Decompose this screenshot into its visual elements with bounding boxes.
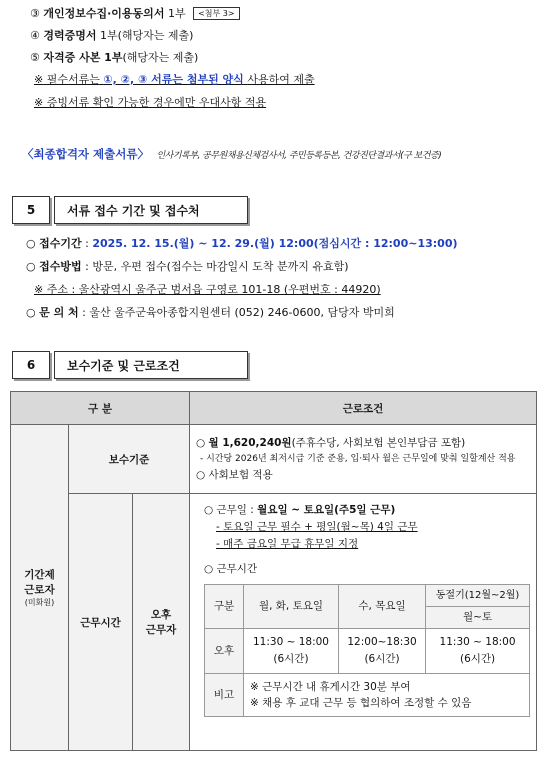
doc-item-3-num: ③ xyxy=(30,7,40,20)
inner-h-col2: 수, 목요일 xyxy=(338,585,425,629)
address-note: ※ 주소 : 울산광역시 울주군 범서읍 구영로 101-18 (우편번호 : 44920) xyxy=(34,283,381,296)
header-conditions: 근로조건 xyxy=(190,392,537,425)
doc-note-1 xyxy=(34,72,315,88)
worktime-table xyxy=(204,584,530,717)
inner-c1-time: 11:30 ~ 18:00 xyxy=(252,636,329,648)
contact-label: 문 의 처 xyxy=(39,306,79,319)
period-value: 2025. 12. 15.(월) ~ 12. 29.(월) 12:00(점심시간 : 12:00~13:00) xyxy=(92,237,458,250)
doc-item-3-label: 개인정보수집·이용동의서 xyxy=(43,7,165,20)
section-6-title: 보수기준 및 근로조건 xyxy=(54,351,248,379)
inner-row-label: 오후 xyxy=(205,629,244,674)
method-value: 방문, 우편 접수(접수는 마감일시 도착 분까지 유효함) xyxy=(92,260,349,273)
method-label: 접수방법 xyxy=(39,260,82,273)
inner-c1 xyxy=(244,629,339,674)
inner-c3-time: 11:30 ~ 18:00 xyxy=(439,636,516,648)
inner-c3 xyxy=(426,629,530,674)
doc-item-5-label: 자격증 사본 1부 xyxy=(43,51,123,64)
doc-item-4 xyxy=(30,28,193,44)
conditions-table xyxy=(10,391,537,751)
hours-cell xyxy=(190,494,537,751)
circle-bullet-icon: ○ xyxy=(204,563,214,575)
inner-c2-hours: (6시간) xyxy=(364,653,400,665)
doc-note-2: ※ 증빙서류 확인 가능한 경우에만 우대사항 적용 xyxy=(34,96,267,109)
period-row: ○ 접수기간 : 2025. 12. 15.(월) ~ 12. 29.(월) 12:00(점심시간 : 12:00~13:00) xyxy=(26,237,458,250)
pay-amount-row xyxy=(196,435,530,451)
workday-value: 월요일 ~ 토요일(주5일 근무) xyxy=(257,504,396,516)
doc-item-5 xyxy=(30,50,198,66)
doc-note-1-mark: ※ xyxy=(34,73,44,86)
pay-insurance-row xyxy=(196,467,530,483)
doc-item-5-num: ⑤ xyxy=(30,51,40,64)
workday-prefix: 근무일 : xyxy=(216,504,254,516)
worktime-title-row xyxy=(204,561,530,578)
circle-bullet-icon: ○ xyxy=(196,469,206,481)
final-docs-title: 〈최종합격자 제출서류〉 xyxy=(22,147,149,161)
circle-bullet-icon: ○ xyxy=(196,437,206,449)
worktime-title: 근무시간 xyxy=(216,563,258,575)
circle-bullet-icon: ○ xyxy=(204,504,214,516)
circle-bullet-icon: ○ xyxy=(26,237,36,250)
workday-row xyxy=(204,502,530,519)
hours-label: 근무시간 xyxy=(69,494,133,751)
pay-amount-rest: (주휴수당, 사회보험 본인부담금 포함) xyxy=(291,437,466,449)
shift-line-1: 오후 xyxy=(150,609,172,621)
contact-row: ○ 문 의 처 : 울산 울주군육아종합지원센터 (052) 246-0600, 담당자 박미희 xyxy=(26,306,395,319)
period-label: 접수기간 xyxy=(39,237,82,250)
doc-item-3 xyxy=(30,6,240,22)
pay-insurance: 사회보험 적용 xyxy=(208,469,273,481)
inner-c2 xyxy=(338,629,425,674)
inner-note-label: 비고 xyxy=(205,674,244,717)
category-cell xyxy=(11,425,69,751)
doc-note-1-b: ①, ②, ③ 서류는 첨부된 양식 xyxy=(103,73,244,86)
final-docs xyxy=(22,146,441,164)
doc-item-5-rest: (해당자는 제출) xyxy=(122,51,199,64)
inner-c2-time: 12:00~18:30 xyxy=(347,636,417,648)
method-row: ○ 접수방법 : 방문, 우편 접수(접수는 마감일시 도착 분까지 유효함) xyxy=(26,260,349,273)
workday-note-2: - 매주 금요일 무급 휴무일 지정 xyxy=(216,538,359,550)
circle-bullet-icon: ○ xyxy=(26,306,36,319)
inner-h-div: 구분 xyxy=(205,585,244,629)
section-6-number: 6 xyxy=(12,351,50,379)
doc-item-4-label: 경력증명서 xyxy=(43,29,97,42)
category-line-1: 기간제 xyxy=(24,569,55,581)
inner-h-col1: 월, 화, 토요일 xyxy=(244,585,339,629)
category-line-2: 근로자 xyxy=(24,584,55,596)
doc-note-1-c: 사용하여 제출 xyxy=(247,73,315,86)
doc-item-4-num: ④ xyxy=(30,29,40,42)
shift-cell xyxy=(133,494,190,751)
contact-value: 울산 울주군육아종합지원센터 (052) 246-0600, 담당자 박미희 xyxy=(89,306,395,319)
inner-c1-hours: (6시간) xyxy=(273,653,309,665)
inner-c3-hours: (6시간) xyxy=(459,653,496,665)
inner-h-winter: 동절기(12월~2월) xyxy=(426,585,530,607)
pay-note: - 시간당 2026년 최저시급 기준 준용, 입·퇴사 월은 근무일에 맞춰 일할계산 적용 xyxy=(200,454,516,464)
inner-note-1: ※ 근무시간 내 휴게시간 30분 부여 xyxy=(250,681,411,693)
pay-cell xyxy=(190,425,537,494)
inner-note-2: ※ 채용 후 교대 근무 등 협의하여 조정할 수 있음 xyxy=(250,697,472,709)
pay-amount: 월 1,620,240원 xyxy=(208,437,292,449)
inner-h-winter-sub: 월~토 xyxy=(426,607,530,629)
circle-bullet-icon: ○ xyxy=(26,260,36,273)
attachment-badge: <첨부 3> xyxy=(193,7,240,20)
section-5-number: 5 xyxy=(12,196,50,224)
section-5-title: 서류 접수 기간 및 접수처 xyxy=(54,196,248,224)
workday-note-1: - 토요일 근무 필수 + 평일(월~목) 4일 근무 xyxy=(216,521,418,533)
doc-item-3-copies: 1부 xyxy=(167,7,186,20)
final-docs-items: 인사기록부, 공무원채용신체검사서, 주민등록등본, 건강진단결과서(구 보건증) xyxy=(156,151,442,161)
doc-item-4-rest: 1부(해당자는 제출) xyxy=(100,29,194,42)
doc-note-1-a: 필수서류는 xyxy=(46,73,100,86)
category-line-3: (미화원) xyxy=(24,598,55,607)
inner-note-cell xyxy=(244,674,530,717)
shift-line-2: 근무자 xyxy=(145,624,177,636)
pay-label: 보수기준 xyxy=(69,425,190,494)
header-category: 구 분 xyxy=(11,392,190,425)
